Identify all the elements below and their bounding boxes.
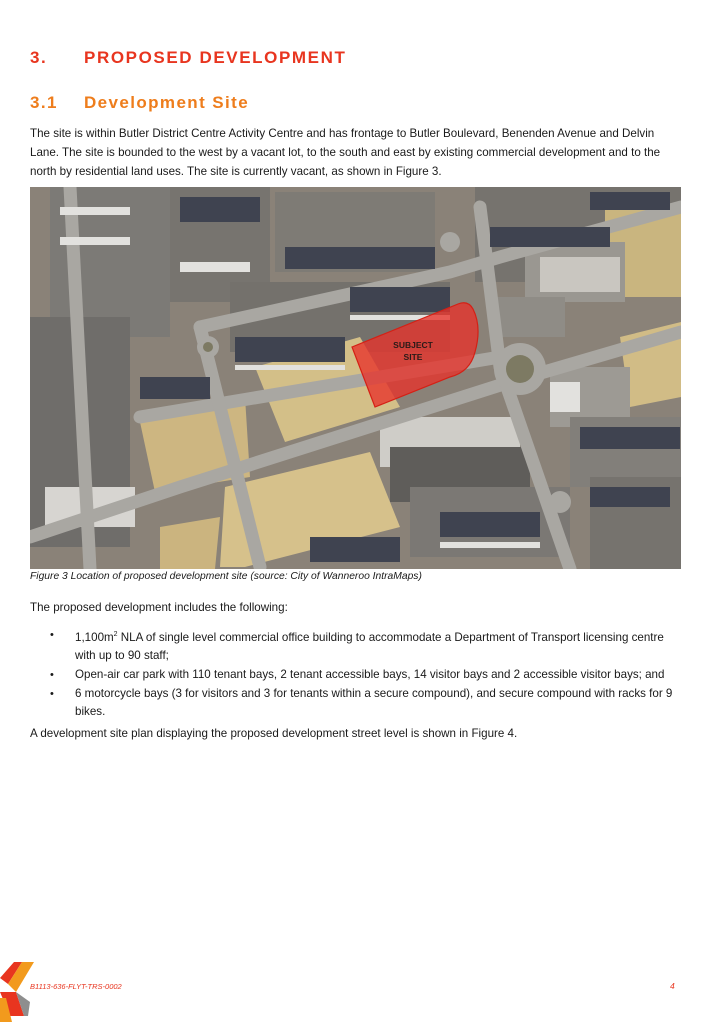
list-item: • $1,100m^2$ NLA of single level commercial office building to accommodate a Department of Transport licensing centre with up to 90 staff; (30, 626, 680, 665)
subsection-title: Development Site (84, 93, 250, 112)
subsection-number: 3.1 (30, 93, 58, 112)
bullet-icon: • (50, 629, 54, 641)
page-number: 4 (670, 981, 675, 991)
subsection-heading (30, 93, 249, 113)
list-intro: The proposed development includes the following: (30, 601, 288, 614)
section-title: PROPOSED DEVELOPMENT (84, 48, 347, 67)
aerial-map (30, 187, 681, 569)
section-heading (30, 48, 346, 68)
bullet-icon: • (50, 687, 54, 700)
list-item: • Open-air car park with 110 tenant bays, 2 tenant accessible bays, 14 visitor bays and 2 accessible visitor bays; and (30, 666, 680, 684)
subject-site-label-line2: SITE (403, 352, 423, 362)
closing-paragraph: A development site plan displaying the proposed development street level is shown in Figure 4. (30, 727, 518, 740)
intro-paragraph: The site is within Butler District Centre Activity Centre and has frontage to Butler Boulevard, Benenden Avenue and Delvin Lane. The site is bounded to the west by a vacant lot, to the south and east by existing commercial development and to the north by residential land uses. The site is currently vacant, as shown in Figure 3. (30, 127, 661, 178)
document-code: B1113-636-FLYT-TRS-0002 (30, 982, 122, 991)
subject-site-label-line1: SUBJECT (393, 340, 433, 350)
section-number: 3. (30, 48, 48, 67)
bullet-icon: • (50, 668, 54, 681)
figure-caption: Figure 3 Location of proposed development site (source: City of Wanneroo IntraMaps) (30, 571, 422, 582)
development-list (30, 626, 680, 722)
list-item: • 6 motorcycle bays (3 for visitors and 3 for tenants within a secure compound), and secure compound with racks for 9 bikes. (50, 686, 673, 718)
